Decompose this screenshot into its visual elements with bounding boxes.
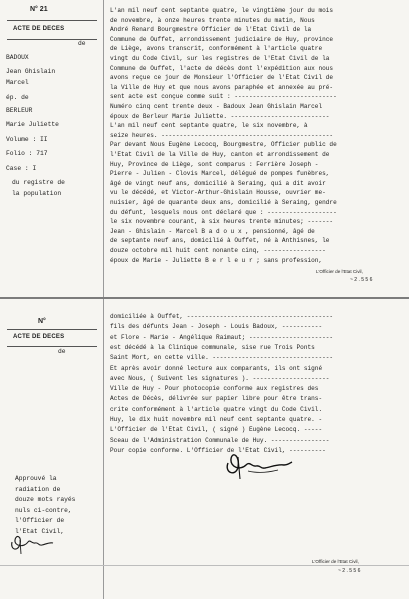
officer-signature — [222, 443, 294, 481]
body-line: est décédé à la Clinique communale, sise rue Trois Ponts — [110, 343, 315, 351]
act-de: de — [78, 40, 86, 47]
register-label: du registre de — [12, 179, 65, 186]
body-line: époux de Marie - Juliette B e r l e u r ; sans profession, — [110, 256, 323, 264]
body-line: de septante neuf ans, domicilié à Ouffet, né à Anthisnes, le — [110, 237, 330, 245]
spouse-firstnames: Marie Juliette — [6, 121, 59, 128]
body-line: Saint Mort, en cette ville. --------------------------------- — [110, 354, 334, 362]
deceased-firstnames: Jean Ghislain — [6, 68, 56, 75]
act-title-bottom: ACTE DE DECES — [13, 334, 65, 340]
body-line: L'Officier de l'Etat Civil, ( signé ) Eugène Lecocq. ----- — [110, 426, 323, 434]
deceased-thirdname: Marcel — [6, 79, 29, 86]
body-line: Huy, Province de Liège, sont comparus : Ferrière Joseph - — [110, 160, 319, 168]
body-line: Pierre - Julien - Clovis Marcel, délégué de pompes funèbres, — [110, 170, 330, 178]
body-line: âgé de vingt neuf ans, domicilié à Seraing, qui a dit avoir — [110, 179, 326, 187]
margin-note-line: l'Officier de — [15, 517, 65, 524]
body-line: avec Nous, ( Suivent les signatures ). --------------------- — [110, 374, 330, 382]
body-line: André Renard Bourgmestre Officier de l'Etat Civil de la — [110, 26, 312, 34]
body-line: de novembre, à onze heures trente minutes du matin, Nous — [110, 16, 315, 24]
body-line: Jean - Ghislain - Marcel B a d o u x , pensionné, âgé de — [110, 227, 315, 235]
margin-rule — [103, 0, 104, 599]
section-divider — [0, 297, 409, 299]
margin-note-line: Approuvé la — [15, 475, 57, 482]
body-line: Par devant Nous Eugène Lecocq, Bourgmestre, Officier public de — [110, 141, 337, 149]
body-line: nuisier, âgé de quarante deux ans, domicilié à Seraing, gendre — [110, 199, 337, 206]
deceased-surname: BADOUX — [6, 54, 29, 61]
body-line: sent acte est conçue comme suit : ---------------------------- — [110, 93, 337, 101]
body-line: Commune de Ouffet, arrondissement judiciaire de Huy, province — [110, 35, 334, 43]
act-number-bottom: N° — [38, 318, 46, 325]
officer-initials-top: ~ 2 . 5 5 6 — [350, 277, 373, 283]
body-line: l'Etat Civil de la Ville de Huy, canton et arrondissement de — [110, 151, 330, 158]
body-line: L'an mil neuf cent septante quatre, le vingtième jour du mois — [110, 7, 334, 14]
spouse-surname: BERLEUR — [6, 107, 33, 114]
act-title: ACTE DE DECES — [13, 26, 65, 32]
body-line: Huy, le dix huit novembre mil neuf cent septante quatre. - — [110, 416, 323, 423]
body-line: domiciliée à Ouffet, ---------------------------------------- — [110, 313, 334, 320]
body-line: et Flore - Marie - Angélique Raimaut; ----------------------- — [110, 333, 334, 341]
bottom-rule — [0, 565, 409, 566]
body-line: Sceau de l'Administration Communale de Huy. ---------------- — [110, 436, 330, 444]
population-label: la population — [12, 190, 62, 197]
margin-signature — [8, 528, 56, 556]
volume-field: Volume : II — [6, 136, 48, 143]
body-line: Et après avoir donné lecture aux comparants, ils ont signé — [110, 364, 323, 372]
body-line: L'an mil neuf cent septante quatre, le six novembre, à — [110, 122, 308, 130]
body-line: Numéro cinq cent trente deux - Badoux Jean Ghislain Marcel — [110, 103, 323, 110]
body-line: vingt du Code Civil, sur les registres de l'Etat Civil de la — [110, 55, 330, 62]
body-line: crite conformément à l'article quatre vingt du Code Civil. — [110, 405, 323, 413]
officer-stamp-top: L'Officier de l'Etat Civil, — [316, 269, 363, 274]
officer-initials-bottom: ~ 2 . 5 5 6 — [338, 568, 361, 574]
body-line: douze octobre mil huit cent nonante cinq, ----------------- — [110, 247, 326, 254]
margin-note-line: nuls ci-contre, — [15, 507, 72, 514]
body-line: vu le décédé, et Victor-Arthur-Ghislain Housse, ouvrier me- — [110, 189, 326, 197]
body-line: seize heures. ----------------------------------------------- — [110, 131, 334, 139]
body-line: du défunt, lesquels nous ont déclaré que : ------------------- — [110, 208, 337, 216]
act-number: N° 21 — [30, 6, 48, 13]
margin-note-line: radiation de — [15, 486, 61, 493]
body-line: la Ville de Huy et que nous avons paraphée et annexée au pré- — [110, 83, 334, 91]
body-line: de Liège, avons transcrit, conformément à l'article quatre — [110, 45, 323, 53]
body-line: Commune de Ouffet, l'acte de décès dont l'expédition aux nous — [110, 64, 334, 72]
margin-note-line: douze mots rayés — [15, 496, 76, 503]
body-line: Ville de Huy - Pour photocopie conforme aux registres des — [110, 385, 319, 393]
body-line: Actes de Décès, délivrée sur papier libre pour être trans- — [110, 395, 323, 403]
margin-note-line: l'Etat Civil, — [15, 528, 65, 535]
body-line: avons reçue ce jour de Monsieur l'Officier de l'Etat Civil de — [110, 74, 334, 82]
folio-field: Folio : 717 — [6, 150, 48, 157]
body-line: fils des défunts Jean - Joseph - Louis Badoux, ----------- — [110, 323, 323, 331]
officer-stamp-bottom: L'Officier de l'Etat Civil, — [312, 559, 359, 564]
body-line: Pour copie conforme. L'Officier de l'Etat Civil, ---------- — [110, 446, 326, 454]
act-de-bottom: de — [58, 348, 66, 355]
body-line: époux de Berleur Marie Juliette. --------------------------- — [110, 112, 330, 120]
spouse-prefix: ép. de — [6, 94, 29, 101]
body-line: le six novembre courant, à six heures trente minutes; ------- — [110, 218, 334, 226]
case-field: Case : I — [6, 165, 37, 172]
